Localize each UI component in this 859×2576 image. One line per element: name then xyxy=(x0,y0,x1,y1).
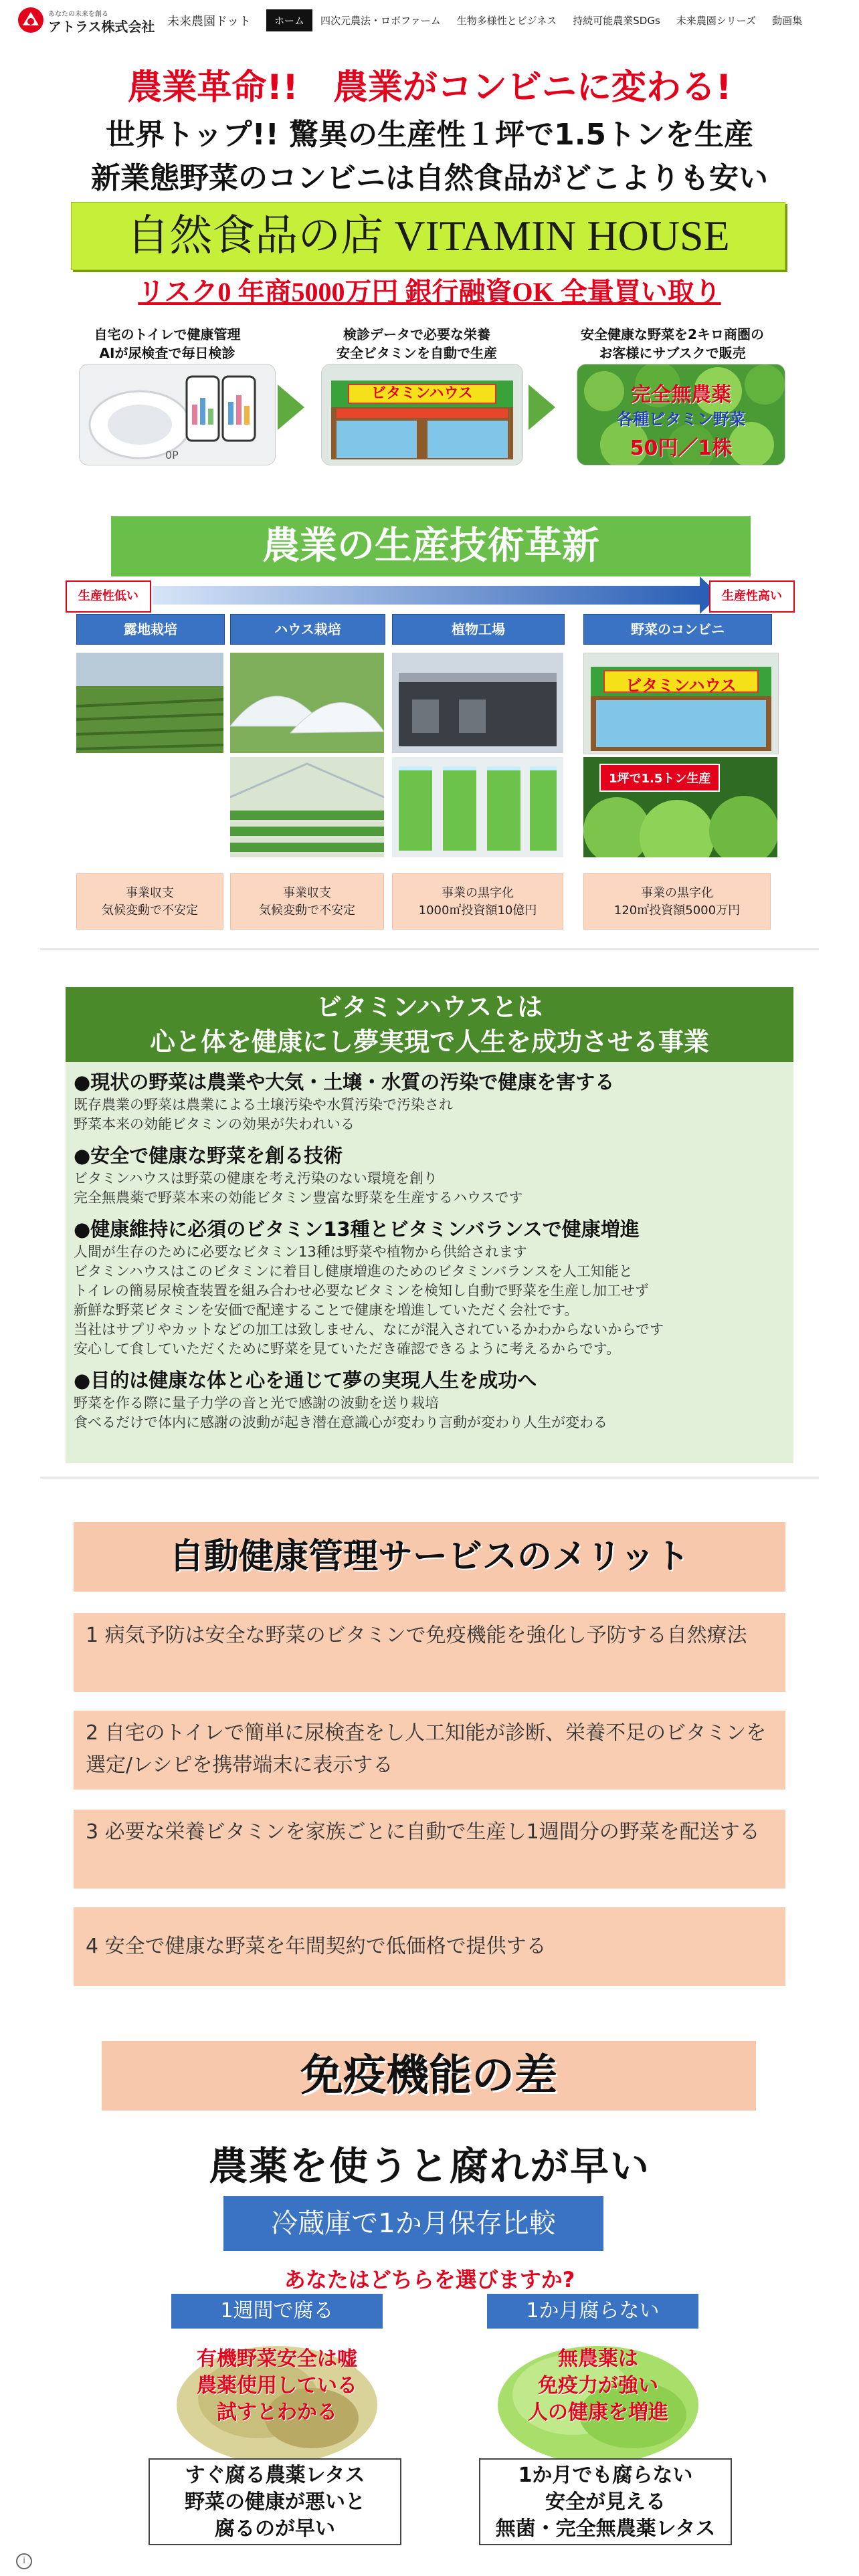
merit-item-1: 1 病気予防は安全な野菜のビタミンで免疫機能を強化し予防する自然療法 xyxy=(74,1613,785,1692)
right-caption: 1か月でも腐らない 安全が見える 無菌・完全無農薬レタス xyxy=(479,2458,732,2545)
about-heading-4: ●目的は健康な体と心を通じて夢の実現人生を成功へ xyxy=(74,1369,537,1392)
greenhouse-interior-photo xyxy=(230,757,384,857)
nav-item-videos[interactable]: 動画集 xyxy=(772,15,803,27)
vegetable-line-1: 完全無農薬 xyxy=(631,383,731,407)
flow-arrow-2 xyxy=(529,385,555,430)
hero-headline: 農業革命!! 農業がコンビニに変わる! xyxy=(127,68,732,108)
organic-vegetables-image xyxy=(577,364,785,465)
left-overlay: 有機野菜安全は嘘 農薬使用している 試すとわかる xyxy=(197,2347,357,2424)
greenhouse-photo xyxy=(230,653,384,753)
about-text-3d: 新鮮な野菜ビタミンを安価で配達することで健康を増進していただく会社です。 xyxy=(74,1302,579,1318)
vegetable-line-3: 50円／1株 xyxy=(630,437,733,460)
right-tag: 1か月腐らない xyxy=(487,2294,698,2329)
divider xyxy=(40,1477,819,1479)
merit-item-4: 4 安全で健康な野菜を年間契約で低価格で提供する xyxy=(74,1907,785,1986)
banner-text: 自然食品の店 VITAMIN HOUSE xyxy=(126,212,730,259)
immune-headline: 農薬を使うと腐れが早い xyxy=(208,2143,650,2189)
productivity-arrow xyxy=(153,586,701,605)
about-text-3a: 人間が生存のために必要なビタミン13種は野菜や植物から供給されます xyxy=(74,1244,527,1260)
vitamin-house-banner xyxy=(71,202,785,270)
about-text-2a: ビタミンハウスは野菜の健康を考え汚染のない環境を創り xyxy=(74,1170,438,1186)
choice-question: あなたはどちらを選びますか? xyxy=(284,2267,575,2292)
about-title: ビタミンハウスとは xyxy=(316,992,543,1022)
toilet-checkup-image xyxy=(79,364,276,465)
vitamin-house-photo xyxy=(583,653,779,754)
nav-item-sdgs[interactable]: 持続可能農業SDGs xyxy=(573,15,660,27)
nav-item-home[interactable]: ホーム xyxy=(266,9,312,31)
merit-item-2: 2 自宅のトイレで簡単に尿検査をし人工知能が診断、栄養不足のビタミンを選定/レシピを携帯端末に表示する xyxy=(74,1711,785,1790)
flow-arrow-1 xyxy=(278,385,304,430)
logo-tagline: あなたの未来を創る xyxy=(48,11,108,18)
about-text-1a: 既存農業の野菜は農業による土壌汚染や水質汚染で汚染され xyxy=(74,1097,453,1113)
flow-caption-3: 安全健康な野菜を2キロ商圏の お客様にサブスクで販売 xyxy=(581,326,764,361)
risk-banner: リスク0 年商5000万円 銀行融資OK 全量買い取り xyxy=(138,277,721,307)
site-name[interactable]: 未来農園ドット xyxy=(167,15,252,29)
merit-item-3: 3 必要な栄養ビタミンを家族ごとに自動で生産し1週間分の野菜を配送する xyxy=(74,1810,785,1889)
store-icon xyxy=(322,364,522,465)
about-text-3b: ビタミンハウスはこのビタミンに着目し健康増進のためのビタミンバランスを人工知能と xyxy=(74,1263,633,1279)
about-text-2b: 完全無農薬で野菜本来の効能ビタミン豊富な野菜を生産するハウスです xyxy=(74,1190,523,1206)
note-greenhouse: 事業収支 気候変動で不安定 xyxy=(230,873,384,930)
about-title-block xyxy=(66,987,793,1062)
note-vegetable-store: 事業の黒字化 120㎡投資額5000万円 xyxy=(583,873,771,930)
note-open-field: 事業収支 気候変動で不安定 xyxy=(76,873,223,930)
about-text-3f: 安心して食していただくために野菜を見ていただき確認できるように考えるからです。 xyxy=(74,1341,621,1357)
nav-item-biodiversity[interactable]: 生物多様性とビジネス xyxy=(456,15,557,27)
merits-title: 自動健康管理サービスのメリット xyxy=(74,1522,785,1592)
col-label-greenhouse: ハウス栽培 xyxy=(230,614,385,645)
atlas-logo-icon[interactable] xyxy=(17,7,44,33)
compare-label: 冷蔵庫で1か月保存比較 xyxy=(223,2196,603,2251)
site-header xyxy=(0,0,859,40)
col-label-vegetable-store: 野菜のコンビニ xyxy=(583,614,772,645)
open-field-photo xyxy=(76,653,223,753)
about-heading-3: ●健康維持に必須のビタミン13種とビタミンバランスで健康増進 xyxy=(74,1218,640,1241)
rotten-lettuce-image xyxy=(158,2331,396,2465)
lettuce-photo xyxy=(583,757,777,857)
col-label-open-field: 露地栽培 xyxy=(76,614,225,645)
hero-subline-2: 新業態野菜のコンビニは自然食品がどこよりも安い xyxy=(91,161,768,195)
vitamin-house-sign: ビタミンハウス xyxy=(626,676,737,695)
immune-title: 免疫機能の差 xyxy=(102,2041,756,2111)
right-overlay: 無農薬は 免疫力が強い 人の健康を増進 xyxy=(528,2347,668,2424)
high-productivity-label: 生産性高い xyxy=(709,580,795,613)
store-sign-text: ビタミンハウス xyxy=(371,385,473,402)
about-text-3e: 当社はサプリやカットなどの加工は致しません、なにが混入されているかわからないからです xyxy=(74,1321,664,1337)
nav-item-4d-farming[interactable]: 四次元農法・ロボファーム xyxy=(320,15,441,27)
about-text-1b: 野菜本来の効能ビタミンの効果が失われいる xyxy=(74,1116,355,1132)
fresh-lettuce-image xyxy=(479,2331,717,2465)
hero-subline-1: 世界トップ!! 驚異の生産性１坪で1.5トンを生産 xyxy=(105,118,754,152)
tech-title: 農業の生産技術革新 xyxy=(111,516,751,576)
about-heading-2: ●安全で健康な野菜を創る技術 xyxy=(74,1144,343,1167)
left-tag: 1週間で腐る xyxy=(171,2294,383,2329)
note-plant-factory: 事業の黒字化 1000㎡投資額10億円 xyxy=(392,873,563,930)
flow-image-label: 0P xyxy=(165,449,179,461)
about-text-4a: 野菜を作る際に量子力学の音と光で感謝の波動を送り栽培 xyxy=(74,1395,439,1411)
divider xyxy=(40,948,819,950)
vegetable-line-2: 各種ビタミン野菜 xyxy=(617,410,745,429)
info-icon[interactable]: i xyxy=(16,2553,32,2569)
nav-item-series[interactable]: 未来農園シリーズ xyxy=(676,15,757,27)
about-subtitle: 心と体を健康にし夢実現で人生を成功させる事業 xyxy=(149,1027,709,1057)
company-name[interactable]: アトラス株式会社 xyxy=(48,19,155,35)
output-badge: 1坪で1.5トン生産 xyxy=(599,764,720,792)
plant-factory-interior-photo xyxy=(392,757,563,857)
flow-caption-1: 自宅のトイレで健康管理 AIが尿検査で毎日検診 xyxy=(94,326,241,361)
flow-caption-2: 検診データで必要な栄養 安全ビタミンを自動で生産 xyxy=(337,326,497,361)
main-nav xyxy=(266,9,810,31)
about-heading-1: ●現状の野菜は農業や大気・土壌・水質の汚染で健康を害する xyxy=(74,1071,615,1093)
plant-factory-photo xyxy=(392,653,563,753)
about-text-3c: トイレの簡易尿検査装置を組み合わせ必要なビタミンを検知し自動で野菜を生産し加工せず xyxy=(74,1283,649,1299)
about-body xyxy=(66,1062,793,1463)
col-label-plant-factory: 植物工場 xyxy=(392,614,565,645)
about-text-4b: 食べるだけで体内に感謝の波動が起き潜在意識心が変わり言動が変わり人生が変わる xyxy=(74,1414,607,1430)
low-productivity-label: 生産性低い xyxy=(66,580,151,613)
left-caption: すぐ腐る農薬レタス 野菜の健康が悪いと 腐るのが早い xyxy=(149,2458,401,2545)
vitamin-house-store-image xyxy=(321,364,523,465)
